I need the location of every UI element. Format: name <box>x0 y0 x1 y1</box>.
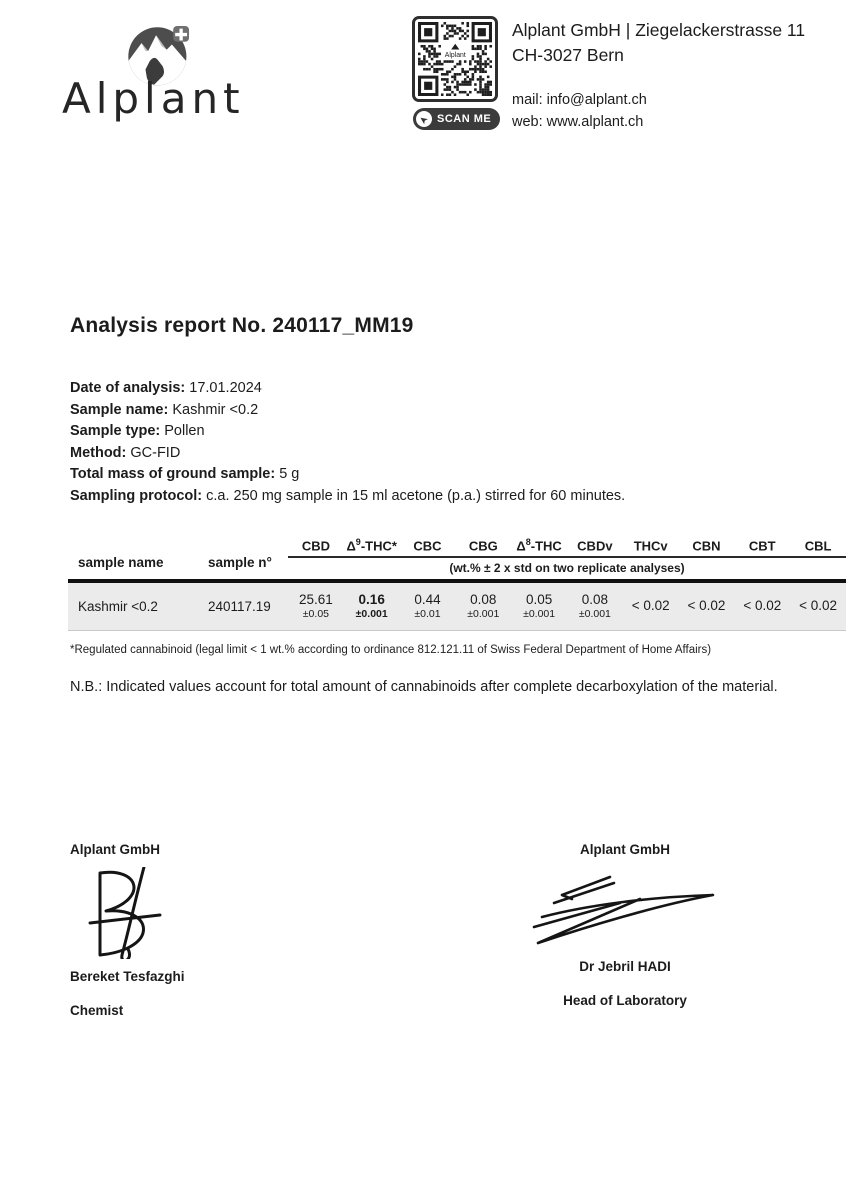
regulated-cannabinoid-footnote: *Regulated cannabinoid (legal limit < 1 wt.% according to ordinance 812.121.11 of Swiss Federal Department of Home Affairs) <box>70 644 712 656</box>
column-header-sample-name: sample name <box>78 555 164 571</box>
signature-chemist-icon <box>84 867 184 959</box>
signature-name-left: Bereket Tesfazghi <box>70 969 185 984</box>
results-table-header <box>68 537 846 579</box>
cell-cbg: 0.08 ±0.001 <box>467 592 500 621</box>
cell-cbdv: 0.08 ±0.001 <box>578 592 611 621</box>
cell-cbt: < 0.02 <box>743 598 782 614</box>
column-header-cbg: CBG <box>468 538 498 554</box>
signature-role-right: Head of Laboratory <box>563 993 687 1008</box>
cell-cbd: 25.61 ±0.05 <box>299 592 333 621</box>
nb-note: N.B.: Indicated values account for total amount of cannabinoids after complete decarboxylation of the material. <box>70 679 778 695</box>
scan-me-label: SCAN ME <box>437 113 492 125</box>
column-header-d9-thc: $\Delta^9-THC*$ <box>346 537 397 554</box>
signature-role-left: Chemist <box>70 1003 124 1018</box>
report-title: Analysis report No. 240117_MM19 <box>70 314 414 337</box>
column-header-cbd: CBD <box>301 538 330 554</box>
signature-company-right: Alplant GmbH <box>580 842 670 857</box>
unit-note: (wt.% ± 2 x std on two replicate analyses) <box>449 561 685 576</box>
scan-cursor-icon: ➤ <box>417 112 431 127</box>
cell-cbn: < 0.02 <box>687 598 726 614</box>
qr-code-pattern-svg <box>418 22 492 96</box>
report-fields <box>70 378 625 507</box>
qr-code-box <box>412 16 498 102</box>
cell-cbc: 0.44 ±0.01 <box>414 592 441 621</box>
field-total-mass: Total mass of ground sample: 5 g <box>70 466 300 482</box>
field-method: Method: GC-FID <box>70 444 181 461</box>
logo-text: Alplant <box>62 74 245 123</box>
field-sampling-protocol: Sampling protocol: c.a. 250 mg sample in 15 ml acetone (p.a.) stirred for 60 minutes. <box>70 487 626 504</box>
cell-thcv: < 0.02 <box>631 598 670 614</box>
cell-sample-name: Kashmir <0.2 <box>78 598 158 614</box>
company-mail: mail: info@alplant.ch <box>512 92 647 108</box>
column-header-cbl: CBL <box>804 538 832 554</box>
scan-me-badge <box>413 108 500 130</box>
analyte-header-row <box>288 537 846 558</box>
column-header-cbdv: CBDv <box>577 538 613 554</box>
cell-d8-thc: 0.05 ±0.001 <box>523 592 556 621</box>
column-header-cbc: CBC <box>413 538 442 554</box>
column-header-cbt: CBT <box>748 538 776 554</box>
company-address-block <box>512 18 805 133</box>
qr-code <box>412 16 500 130</box>
column-header-d8-thc: $\Delta^8$-THC <box>516 537 562 554</box>
signature-head-of-laboratory-icon <box>528 869 723 949</box>
company-address-line1: Alplant GmbH | Ziegelackerstrasse 11 <box>512 20 806 40</box>
field-sample-name: Sample name: Kashmir <0.2 <box>70 401 259 418</box>
cell-cbl: < 0.02 <box>799 598 838 614</box>
cell-sample-number: 240117.19 <box>208 598 271 614</box>
signature-block-chemist <box>70 842 185 1018</box>
cell-d9-thc: 0.16 ±0.001 <box>355 592 388 621</box>
results-table <box>68 537 846 631</box>
signature-block-head-of-laboratory <box>518 842 732 1008</box>
qr-center-label: Alplant <box>444 52 466 60</box>
table-row <box>68 583 846 631</box>
qr-center-mountain-icon <box>451 44 459 50</box>
company-web: web: www.alplant.ch <box>512 114 644 130</box>
field-sample-type: Sample type: Pollen <box>70 423 205 439</box>
column-header-cbn: CBN <box>692 538 721 554</box>
field-date-of-analysis: Date of analysis: 17.01.2024 <box>70 380 262 396</box>
signature-company-left: Alplant GmbH <box>70 842 160 857</box>
column-header-thcv: THCv <box>633 538 668 554</box>
signature-name-right: Dr Jebril HADI <box>579 959 671 974</box>
company-address-line2: CH-3027 Bern <box>512 45 624 65</box>
column-header-sample-number: sample n° <box>208 555 272 571</box>
